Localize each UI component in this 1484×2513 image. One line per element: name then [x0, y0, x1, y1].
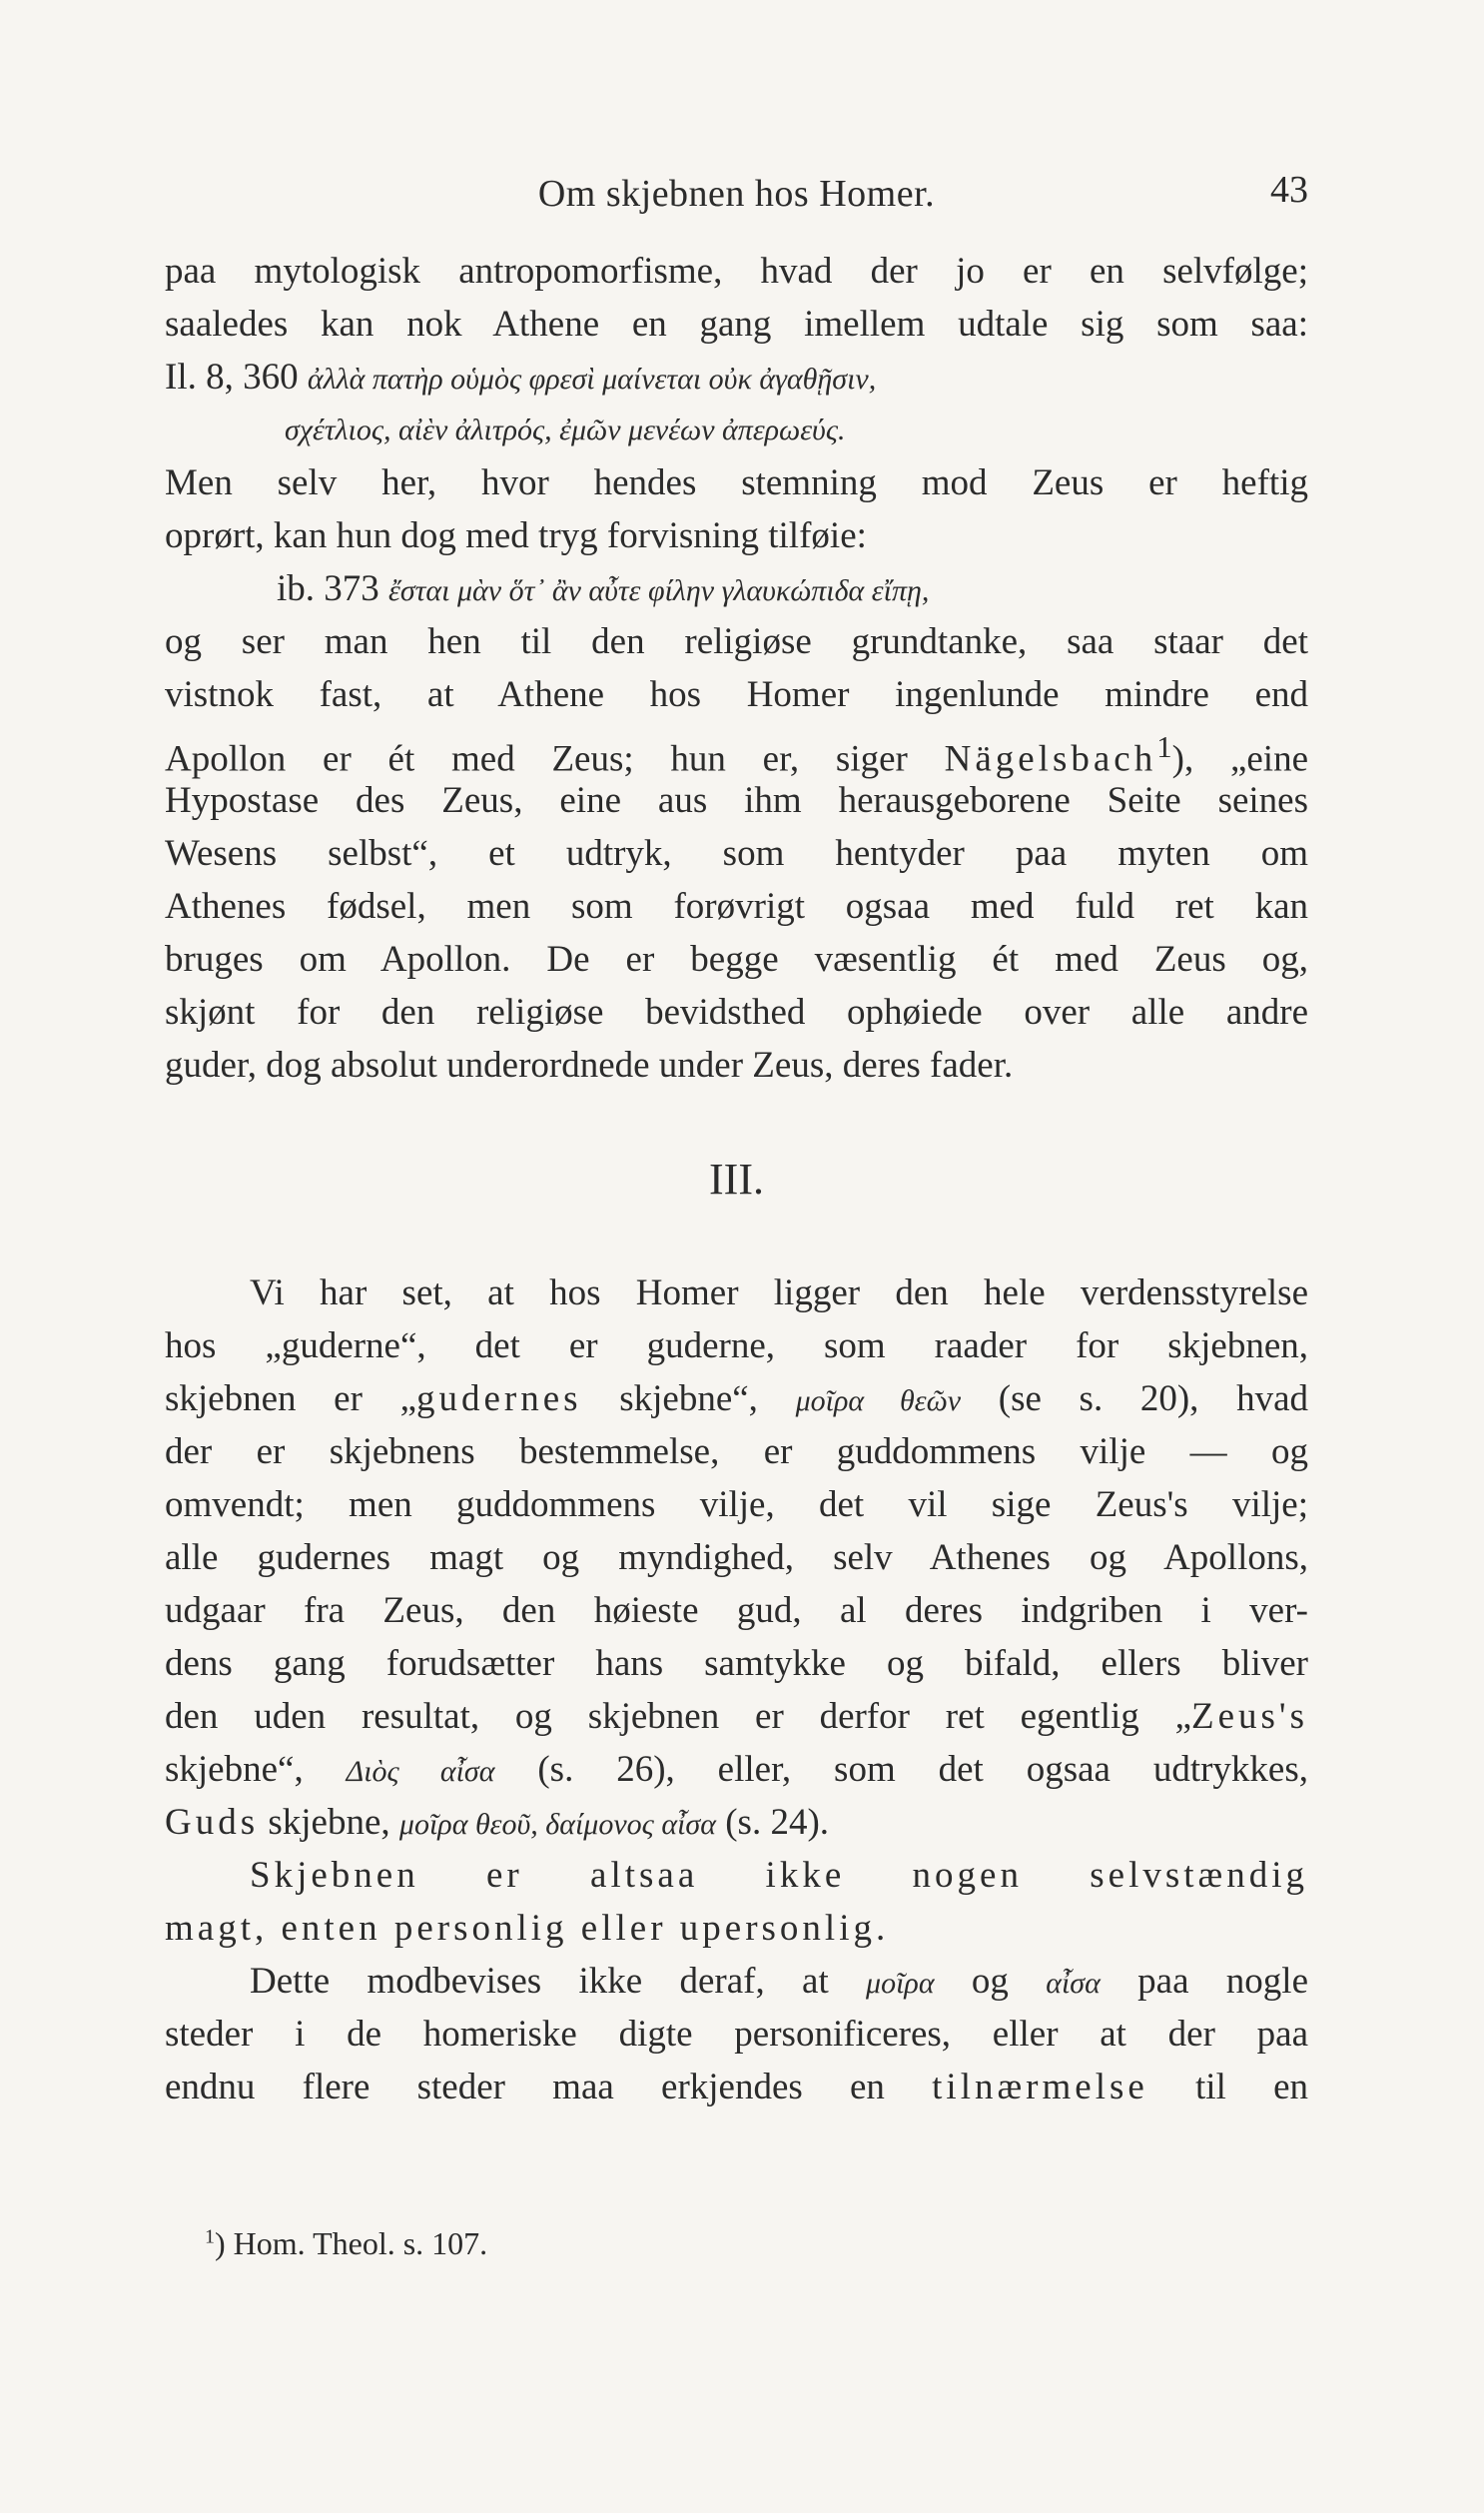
text-line: [165, 351, 1308, 404]
running-title: Om skjebnen hos Homer.: [537, 173, 936, 215]
greek-term: μοῖρα θεῶν: [795, 1384, 962, 1417]
text-line: steder i de homeriske digte personificeres, eller at der paa: [165, 2014, 1308, 2055]
text-line: Skjebnen er altsaa ikke nogen selvstændig: [250, 1855, 1308, 1896]
text-line: hos „guderne“, det er guderne, som raader for skjebnen,: [165, 1325, 1308, 1366]
text-line: dens gang forudsætter hans samtykke og bifald, ellers bliver: [165, 1643, 1308, 1684]
text-line: alle gudernes magt og myndighed, selv Athenes og Apollons,: [165, 1537, 1308, 1578]
paragraph-1: [165, 245, 1308, 1092]
page-header: [165, 169, 1308, 222]
text-line: guder, dog absolut underordnede under Zeus, deres fader.: [165, 1045, 1014, 1086]
text-line: bruges om Apollon. De er begge væsentlig ét med Zeus og,: [165, 939, 1308, 980]
paragraph-2: [165, 1266, 1308, 1849]
text-segment: paa nogle: [1137, 1961, 1308, 2002]
text-line: Hypostase des Zeus, eine aus ihm herausgeborene Seite seines: [165, 780, 1308, 821]
body-text: [165, 245, 1308, 2113]
text-line: der er skjebnens bestemmelse, er guddommens vilje — og: [165, 1431, 1308, 1472]
author-name: Nägelsbach: [944, 738, 1157, 780]
text-line: Athenes fødsel, men som forøvrigt ogsaa med fuld ret kan: [165, 886, 1308, 927]
greek-term: Διὸς αἶσα: [346, 1755, 495, 1788]
text-line: [165, 562, 1308, 615]
text-segment: skjebne“,: [165, 1749, 304, 1790]
text-segment: (se s. 20), hvad: [998, 1378, 1308, 1419]
spaced-word: Zeus's: [1191, 1696, 1308, 1737]
text-line: [165, 1796, 1308, 1849]
text-segment: og: [971, 1961, 1009, 2002]
section-heading: III.: [709, 1155, 764, 1204]
citation-ref: ib. 373: [277, 568, 379, 609]
text-segment: endnu flere steder maa erkjendes en: [165, 2067, 885, 2107]
greek-quote: σχέτλιος, αἰὲν ἀλιτρός, ἐμῶν μενέων ἀπερωεύς.: [285, 414, 846, 446]
text-segment: skjebne“,: [581, 1378, 758, 1419]
spaced-word: Guds: [165, 1802, 260, 1843]
text-line: [165, 1372, 1308, 1425]
text-line: udgaar fra Zeus, den høieste gud, al deres indgriben i ver-: [165, 1590, 1308, 1631]
text-segment: Apollon er ét med Zeus; hun er, siger: [165, 738, 908, 780]
text-line: magt, enten personlig eller upersonlig.: [165, 1908, 890, 1949]
text-segment: (s. 24).: [725, 1802, 830, 1843]
text-line: [165, 2061, 1308, 2113]
text-line: [165, 1690, 1308, 1743]
spaced-word: gudernes: [416, 1378, 582, 1419]
text-line: [165, 721, 1308, 780]
text-segment: Dette modbevises ikke deraf, at: [250, 1961, 829, 2002]
greek-quote: ἔσται μὰν ὅτ᾽ ἂν αὖτε φίλην γλαυκώπιδα εἴπῃ,: [388, 574, 930, 607]
spaced-word: tilnærmelse: [932, 2067, 1148, 2107]
text-segment: den uden resultat, og skjebnen er derfor ret egentlig „: [165, 1696, 1191, 1737]
greek-term: αἶσα: [1046, 1967, 1101, 2000]
citation-ref: Il. 8, 360: [165, 357, 299, 398]
text-line: [165, 1955, 1308, 2008]
greek-quote: ἀλλὰ πατὴρ οὑμὸς φρεσὶ μαίνεται οὐκ ἀγαθῇσιν,: [307, 363, 877, 396]
text-line: Vi har set, at hos Homer ligger den hele verdensstyrelse: [250, 1272, 1308, 1313]
text-line: Men selv her, hvor hendes stemning mod Zeus er heftig: [165, 462, 1308, 503]
footnote-text: ) Hom. Theol. s. 107.: [215, 2225, 488, 2261]
text-line: og ser man hen til den religiøse grundtanke, saa staar det: [165, 621, 1308, 662]
text-line: skjønt for den religiøse bevidsthed ophøiede over alle andre: [165, 992, 1308, 1033]
footnote-ref: 1: [1156, 730, 1172, 764]
text-line: saaledes kan nok Athene en gang imellem udtale sig som saa:: [165, 304, 1308, 345]
paragraph-3: [165, 1849, 1308, 1955]
text-line: paa mytologisk antropomorfisme, hvad der jo er en selvfølge;: [165, 251, 1308, 292]
footnote-marker: 1: [205, 2225, 215, 2248]
footnote: [205, 2225, 487, 2262]
text-segment: til en: [1195, 2067, 1309, 2107]
text-segment: ), „eine: [1171, 738, 1308, 780]
greek-term: μοῖρα θεοῦ, δαίμονος αἶσα: [398, 1808, 716, 1841]
text-line: omvendt; men guddommens vilje, det vil sige Zeus's vilje;: [165, 1484, 1308, 1525]
text-line: [165, 1743, 1308, 1796]
paragraph-4: [165, 1955, 1308, 2113]
text-segment: (s. 26), eller, som det ogsaa udtrykkes,: [537, 1749, 1308, 1790]
greek-term: μοῖρα: [866, 1967, 935, 2000]
text-segment: skjebne,: [268, 1802, 390, 1843]
text-line: vistnok fast, at Athene hos Homer ingenlunde mindre end: [165, 674, 1308, 715]
text-line: oprørt, kan hun dog med tryg forvisning tilføie:: [165, 515, 867, 556]
text-segment: skjebnen er „: [165, 1378, 416, 1419]
text-line: Wesens selbst“, et udtryk, som hentyder paa myten om: [165, 833, 1308, 874]
page-number: 43: [1270, 169, 1308, 211]
